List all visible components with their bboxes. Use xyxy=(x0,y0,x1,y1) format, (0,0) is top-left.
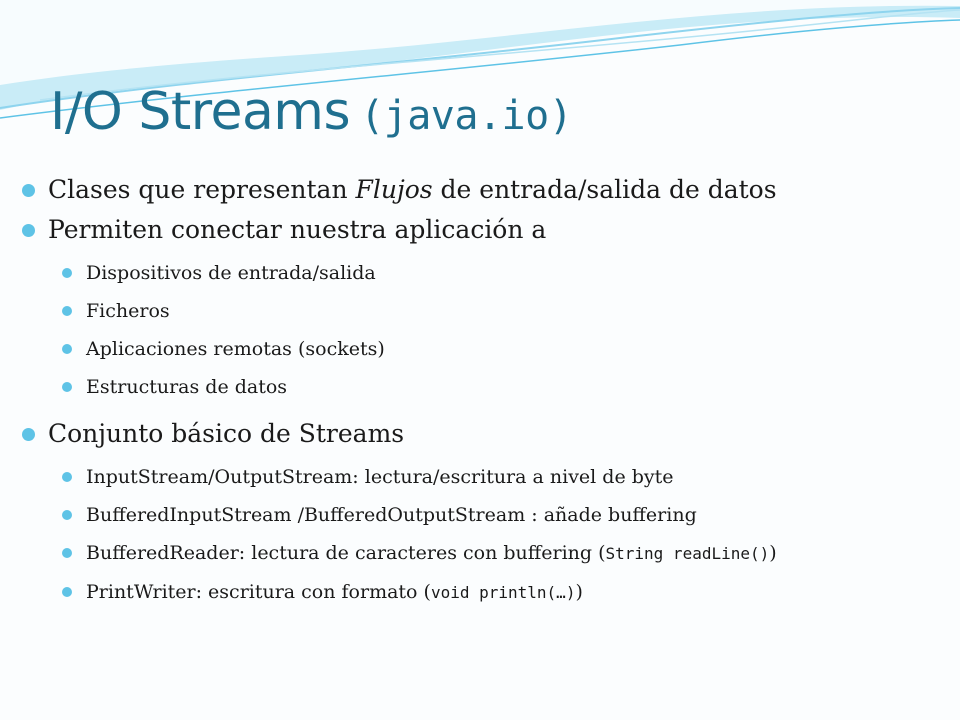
sub-item-inputstream: InputStream/OutputStream: lectura/escritura a nivel de byte xyxy=(62,458,940,496)
bullet-flujos-suffix: de entrada/salida de datos xyxy=(432,175,777,204)
bufferedreader-text: BufferedReader: lectura de caracteres con buffering ( xyxy=(86,542,606,564)
bullet-permiten-text: Permiten conectar nuestra aplicación a xyxy=(48,215,547,244)
bufferedreader-code: String readLine() xyxy=(605,544,770,563)
bullet-permiten xyxy=(20,210,940,250)
bullet-list xyxy=(20,170,940,620)
bullet-flujos-emph: Flujos xyxy=(355,175,433,204)
bullet-conjunto-text: Conjunto básico de Streams xyxy=(48,419,405,448)
bullet-conjunto-sublist xyxy=(20,458,940,612)
sub-item-estructuras: Estructuras de datos xyxy=(62,368,940,406)
bullet-permiten-sublist xyxy=(20,254,940,406)
bufferedreader-close: ) xyxy=(769,542,777,564)
sub-item-buffered-stream: BufferedInputStream /BufferedOutputStream : añade buffering xyxy=(62,496,940,534)
printwriter-code: void println(…) xyxy=(430,583,576,602)
title-main: I/O Streams xyxy=(50,82,351,142)
sub-item-ficheros: Ficheros xyxy=(62,292,940,330)
printwriter-text: PrintWriter: escritura con formato ( xyxy=(86,581,431,603)
sub-item-dispositivos: Dispositivos de entrada/salida xyxy=(62,254,940,292)
sub-item-printwriter xyxy=(62,573,940,612)
bullet-conjunto xyxy=(20,414,940,454)
title-package: (java.io) xyxy=(360,93,573,139)
slide-title xyxy=(50,82,572,142)
sub-item-bufferedreader xyxy=(62,534,940,573)
bullet-flujos xyxy=(20,170,940,210)
printwriter-close: ) xyxy=(575,581,583,603)
bullet-flujos-prefix: Clases que representan xyxy=(48,175,356,204)
sub-item-aplicaciones: Aplicaciones remotas (sockets) xyxy=(62,330,940,368)
